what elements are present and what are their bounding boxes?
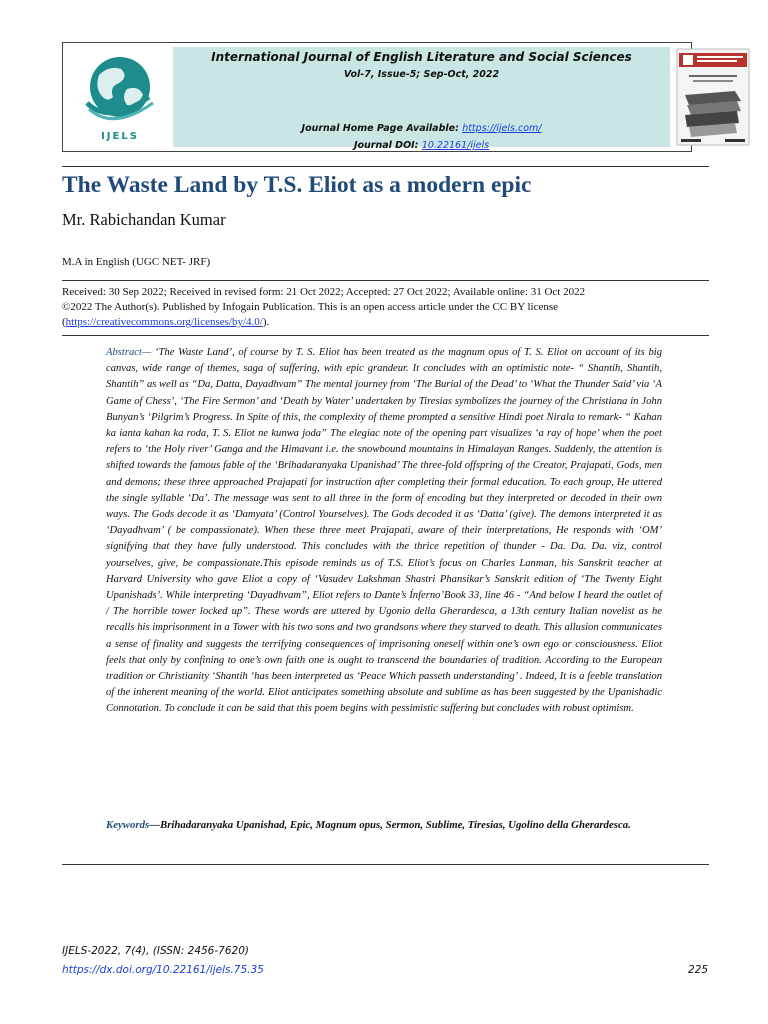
abstract-bottom-divider [62,864,709,865]
abstract [106,345,662,718]
license-open-paren: ( [62,316,66,328]
dates-line: Received: 30 Sep 2022; Received in revised form: 21 Oct 2022; Accepted: 27 Oct 2022; Available online: 31 Oct 2022 [62,286,586,298]
homepage-label: Journal Home Page Available: [301,123,463,134]
abstract-text: ‘The Waste Land’, of course by T. S. Eliot has been treated as the magnum opus of T. S. Eliot on account of its big canvas, wide range of themes, saga of suffering, with epic grandeur. It concludes with an optimistic note- “ Shantih, Shantih, Shantih” as well as “Da, Datta, Dayadhvam” The mental journey from ‘The Burial of the Dead’ to ‘What the Thunder Said’ via ‘A Game of Chess’, ‘The Fire Sermon’ and ‘Death by Water’ undertaken by Tiresias symbolizes the journey of the Christiana in John Bunyan’s ‘Pilgrim’s Progress. In Spite of this, the complexity of theme prompted a sensitive Hindi poet Nirala to remark- “ Kahan ka ianta kahan ka roda, T. S. Eliot ne kunwa joda” The elegiac note of the opening part visualizes ‘a ray of hope’ when the poet refers to ‘the Holy river’ Ganga and the Himavant i.e. the snowbound mountains in Himalayan Ranges. Suddenly, the attention is shifted towards the famous fable of the ‘Brihadaranyaka Upanishad’ The three-fold offspring of the Creator, Prajapati, Gods, men and demons; these three approached Prajapati for instruction after completing their formal education. To each group, He uttered the single syllable ‘Da’. The message was sent to all three in the form of encoding but they interpreted or decoded in their own ways. The Gods decode it as ‘Damyata’ (Control Yourselves). The Gods decoded it as ‘Datta’ (give). The demons interpreted it as ‘Dayadhvam’ ( be compassionate). When these three meet Prajapati, aware of their interpretations, He responds with ‘OM’ signifying that they have fully understood. This concludes with the thrice repetition of thunder - Da. Da. Da. viz, control yourselves, give, be compassionate.This episode reminds us of T.S. Eliot’s focus on Charles Lanman, his Sanskrit teacher at Harvard University who gave Eliot a copy of ‘Vasudev Lakshman Shastri Phansikar’s Sanskrit edition of ‘The Twenty Eight Upanishads’. While interpreting ‘Dayadhvam”, Eliot refers to Dante’s Ínferno’Book 33, line 46 - “And below I heard the outlet of / The horrible tower locked up”. These words are uttered by Ugonio della Gherardesca, a 13th century Italian novelist as he recalls his imprisonment in a Tower with his two sons and two grandsons where they starved to death. This allusion communicates a sense of finality and suggests the terrifying consequences of imprisoning oneself within one’s own ego or consciousness. Eliot feels that only by confining to one’s own faith one is ought to transcend the boundaries of tradition. According to the European tradition or Christianity ‘Shantih ‘has been interpreted as ‘Peace Which passeth understanding’ . Indeed, It is a feeble translation of the inherent meaning of the world. Eliot anticipates something absolute and sublime as has been suggested by the Upanishadic Connotation. To conclude it can be said that this poem begins with pessimistic suffering but concludes with robust optimism. [106,347,662,715]
footer-doi [62,964,264,976]
license-link[interactable]: https://creativecommons.org/licenses/by/4.0/ [65,316,263,328]
doi-link[interactable]: 10.22161/ijels [421,140,490,151]
journal-volume: Vol-7, Issue-5; Sep-Oct, 2022 [343,69,500,80]
article-title: The Waste Land by T.S. Eliot as a modern epic [62,172,532,198]
footer-doi-link[interactable]: https://dx.doi.org/10.22161/ijels.75.35 [62,964,264,976]
homepage-link[interactable]: https://ijels.com/ [462,123,542,134]
article-history [62,285,712,330]
journal-name: International Journal of English Literature and Social Sciences [211,50,632,64]
article-author: Mr. Rabichandan Kumar [62,210,226,229]
license-line: ©2022 The Author(s). Published by Infogain Publication. This is an open access article under the CC BY license [62,301,559,313]
journal-banner [173,47,670,151]
header-divider [62,166,709,167]
keywords-label: Keywords [106,819,150,831]
license-close-paren: ). [262,316,270,328]
footer-citation: IJELS-2022, 7(4), (ISSN: 2456-7620) [62,945,249,957]
journal-doi [173,140,670,151]
license-url-line [62,315,712,330]
keywords-text: Brihadaranyaka Upanishad, Epic, Magnum opus, Sermon, Sublime, Tiresias, Ugolino della Gherardesca. [160,819,631,831]
journal-homepage [173,123,670,134]
ijels-logo [69,47,171,147]
journal-header [62,42,692,152]
keywords [106,817,662,833]
abstract-label: Abstract [106,347,142,358]
abstract-dash: — [141,347,156,358]
abstract-top-divider [62,335,709,336]
keywords-dash: — [149,819,160,831]
dates-top-divider [62,280,709,281]
journal-cover-image [675,47,751,147]
svg-text:IJELS: IJELS [101,131,139,142]
doi-label: Journal DOI: [353,140,422,151]
author-affiliation: M.A in English (UGC NET- JRF) [62,256,211,268]
page-number: 225 [688,964,709,976]
